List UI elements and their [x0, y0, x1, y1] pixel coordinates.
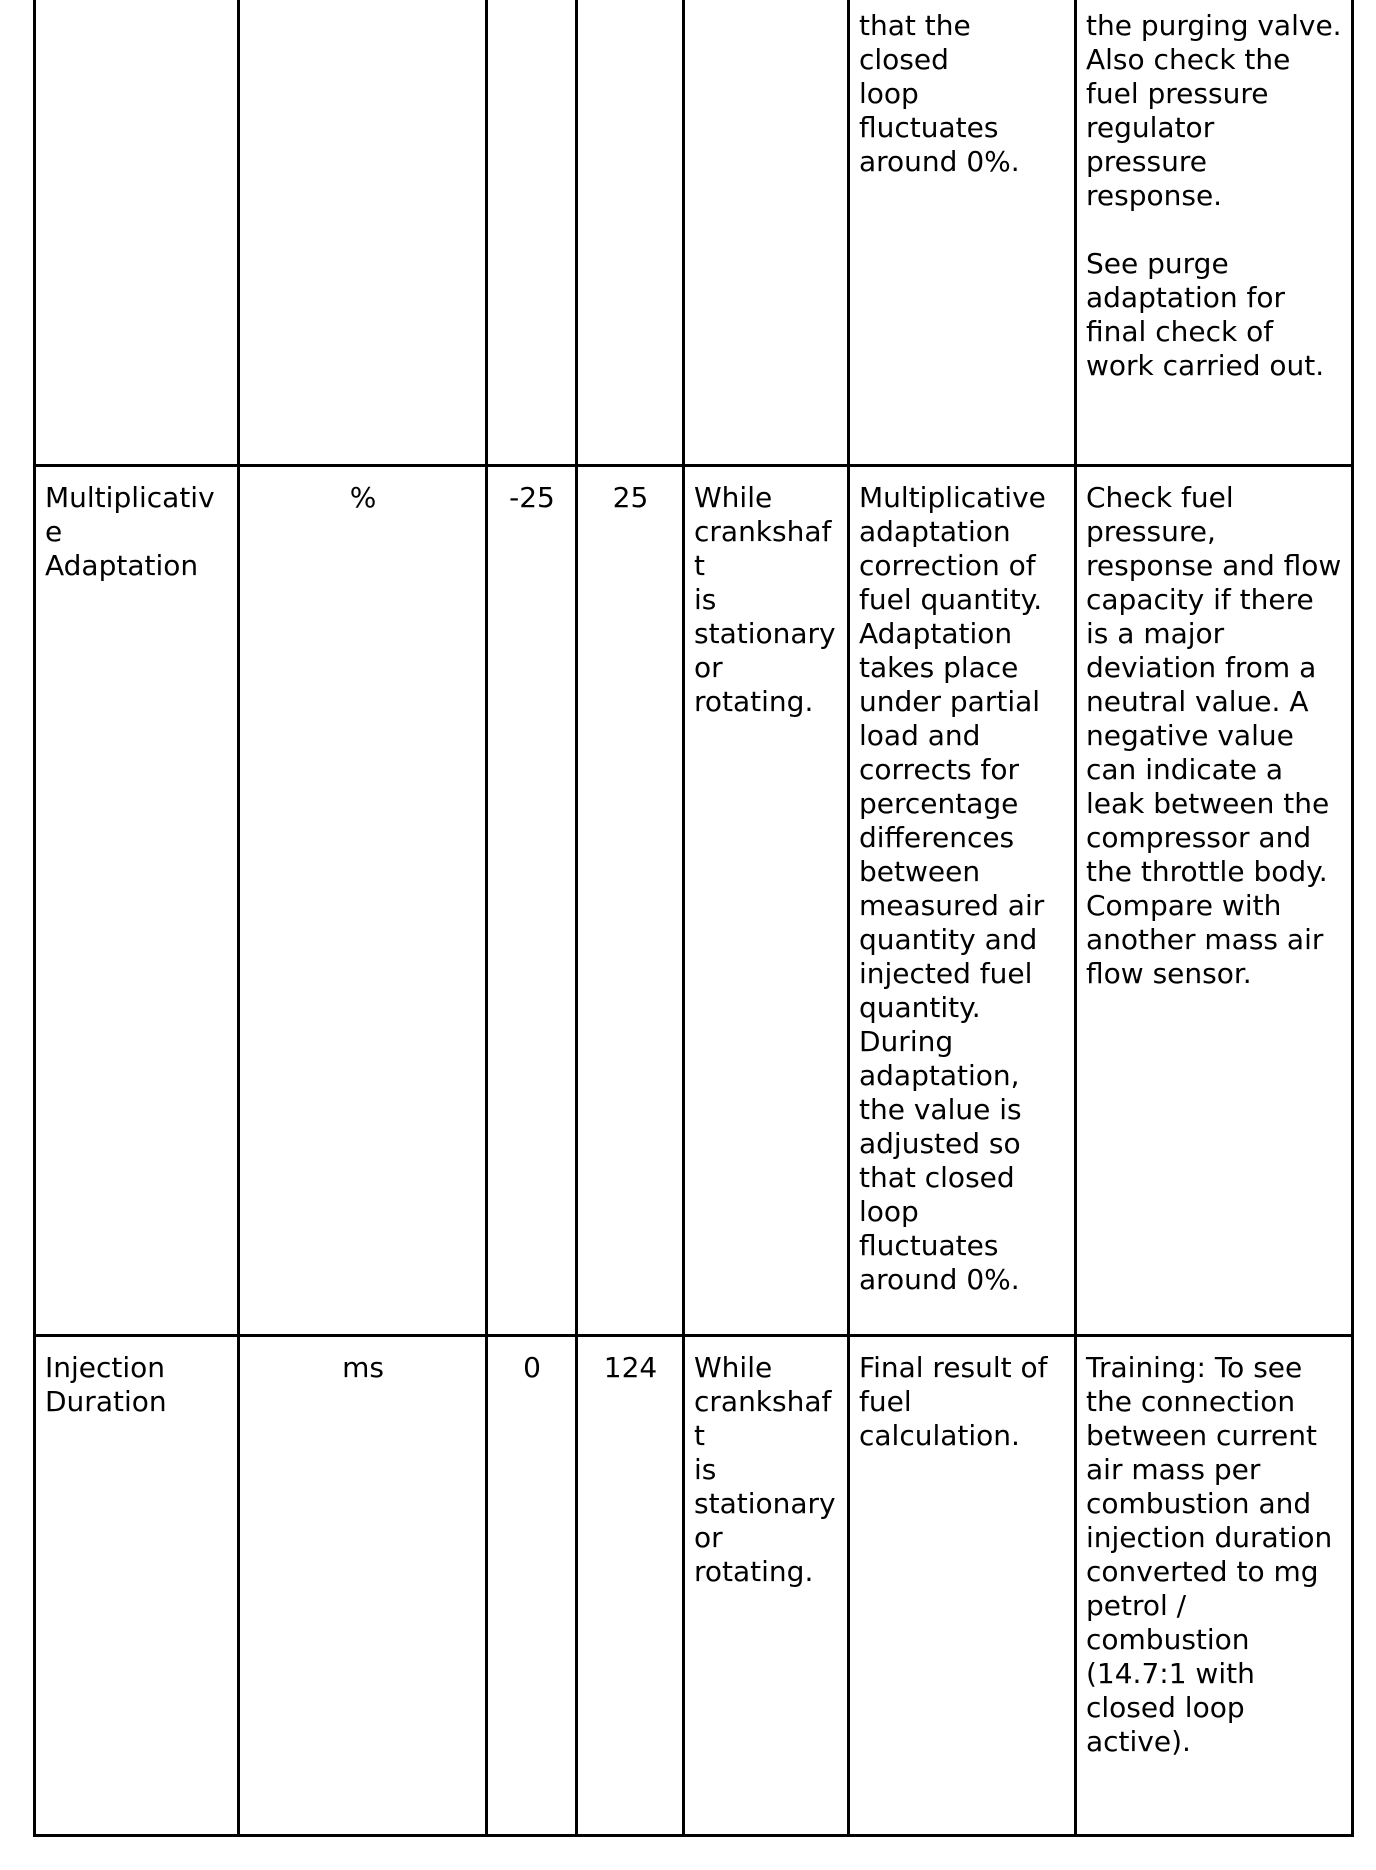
- unit-cell: %: [239, 466, 487, 1336]
- parameter-name-cell: Injection Duration: [35, 1336, 239, 1836]
- note-cell: Check fuel pressure, response and flow capacity if there is a major deviation from a neutral value. A negative value can indicate a leak between the compressor and the throttle body. Compare with another mass air flow sensor.: [1076, 466, 1353, 1336]
- note-cell: the purging valve. Also check the fuel pressure regulator pressure response. See purge adaptation for final check of work carried out.: [1076, 0, 1353, 466]
- parameter-table: [33, 0, 1354, 1837]
- table-row: [35, 466, 1353, 1336]
- min-value-cell: -25: [487, 466, 577, 1336]
- condition-cell: [684, 0, 849, 466]
- parameter-name-cell: [35, 0, 239, 466]
- table-row: [35, 1336, 1353, 1836]
- description-cell: Final result of fuel calculation.: [849, 1336, 1076, 1836]
- note-cell: Training: To see the connection between current air mass per combustion and injection duration converted to mg petrol / combustion (14.7:1 with closed loop active).: [1076, 1336, 1353, 1836]
- min-value-cell: [487, 0, 577, 466]
- condition-cell: While crankshaft is stationary or rotating.: [684, 466, 849, 1336]
- table-row: [35, 0, 1353, 466]
- unit-cell: ms: [239, 1336, 487, 1836]
- max-value-cell: 124: [577, 1336, 684, 1836]
- description-cell: Multiplicative adaptation correction of fuel quantity. Adaptation takes place under partial load and corrects for percentage differences between measured air quantity and injected fuel quantity. During adaptation, the value is adjusted so that closed loop fluctuates around 0%.: [849, 466, 1076, 1336]
- condition-cell: While crankshaft is stationary or rotating.: [684, 1336, 849, 1836]
- parameter-name-cell: Multiplicative Adaptation: [35, 466, 239, 1336]
- unit-cell: [239, 0, 487, 466]
- max-value-cell: 25: [577, 466, 684, 1336]
- min-value-cell: 0: [487, 1336, 577, 1836]
- description-cell: that the closed loop fluctuates around 0%.: [849, 0, 1076, 466]
- max-value-cell: [577, 0, 684, 466]
